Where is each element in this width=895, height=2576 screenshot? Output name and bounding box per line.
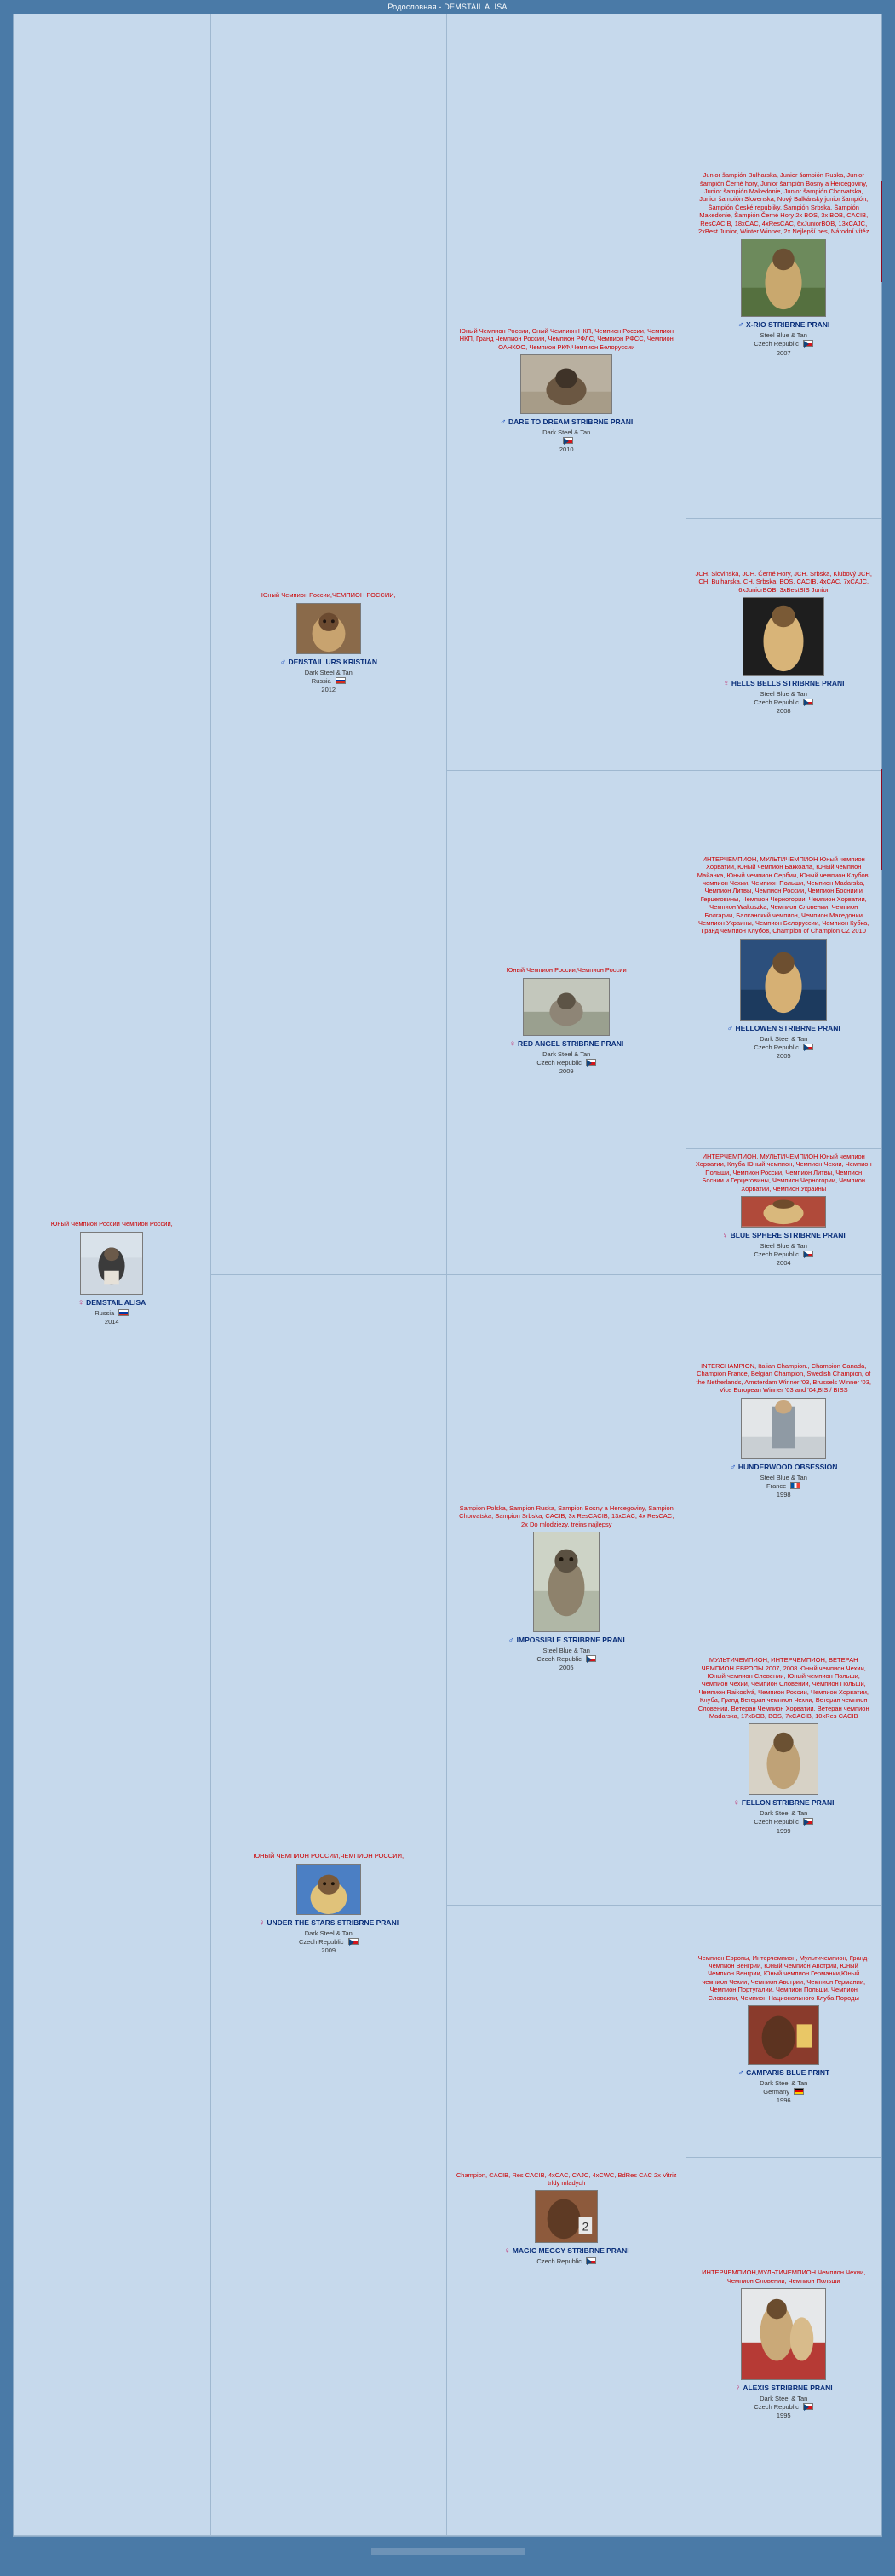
- dog-name[interactable]: [77, 1298, 146, 1308]
- dog-card-g6[interactable]: [686, 1590, 881, 1906]
- dog-color: Dark Steel & Tan: [542, 1049, 591, 1058]
- dog-color: Dark Steel & Tan: [760, 2079, 808, 2087]
- dog-name[interactable]: [727, 1024, 840, 1034]
- dog-photo-image: [534, 1532, 599, 1631]
- dog-country: Russia: [311, 676, 331, 685]
- bottom-strip-inner: [371, 2548, 525, 2555]
- dog-titles: Юный Чемпион России,Юный Чемпион НКП, Чемпион России, Чемпион НКП, Гранд Чемпион России, Чемпион РФЛС, Чемпион РФСС, Чемпион ОАНКОО, Чемпион РКФ,Чемпион Белоруссии: [459, 326, 674, 351]
- dog-year: 1998: [776, 1490, 791, 1498]
- dog-photo[interactable]: [741, 239, 826, 317]
- male-symbol-icon: ♂: [737, 2067, 744, 2078]
- dog-name-text: MAGIC MEGGY STRIBRNE PRANI: [512, 2246, 629, 2256]
- dog-year: 1995: [776, 2412, 791, 2420]
- dog-country: France: [766, 1481, 787, 1490]
- dog-color: Dark Steel & Tan: [760, 1034, 808, 1043]
- dog-photo[interactable]: [296, 603, 361, 654]
- dog-card-dam-dam[interactable]: [447, 1906, 686, 2536]
- female-symbol-icon: ♀: [509, 1038, 516, 1049]
- dog-name-text: IMPOSSIBLE STRIBRNE PRANI: [516, 1635, 625, 1644]
- dog-name-text: DEMSTAIL ALISA: [86, 1297, 146, 1307]
- dog-photo-image: [749, 1724, 818, 1794]
- dog-year: 2004: [776, 1258, 791, 1267]
- dog-year: 1999: [776, 1826, 791, 1835]
- dog-card-sire[interactable]: [211, 14, 447, 1275]
- dog-country: Czech Republic: [298, 1937, 344, 1946]
- dog-color: Dark Steel & Tan: [760, 1809, 808, 1818]
- flag-cz-icon: [348, 1938, 359, 1945]
- dog-country: Czech Republic: [536, 2257, 582, 2266]
- dog-card-g1[interactable]: [686, 14, 881, 519]
- dog-titles: Champion, CACIB, Res CACIB, 4xCAC, CAJC, 4xCWC, BdRes CAC 2x Vitriz trldy mladych: [456, 2171, 677, 2187]
- dog-photo-image: [521, 355, 611, 413]
- flag-cz-icon: [803, 1044, 813, 1050]
- dog-name-text: HELLS BELLS STRIBRNE PRANI: [731, 678, 845, 687]
- female-symbol-icon: ♀: [721, 1230, 729, 1240]
- dog-card-g7[interactable]: [686, 1906, 881, 2158]
- dog-country: Czech Republic: [754, 1250, 799, 1258]
- dog-meta: [305, 669, 353, 694]
- dog-meta: [754, 331, 813, 357]
- dog-titles: INTERCHAMPION, Italian Champion., Champion Canada, Champion France, Belgian Champion, Swedish Champion, of the Netherlands, Amsterdam Winner '03, Brussels Winner '03, Vice European Winner '03 and '04,BIS / BISS: [696, 1362, 871, 1394]
- male-symbol-icon: ♂: [737, 320, 744, 331]
- dog-titles: JCH. Slovinska, JCH. Černé Hory, JCH. Srbska, Klubový JCH, CH. Bulharska, CH. Srbska, BOS, CACIB, 4xCAC, 7xCAJC, 6xJuniorBOB, 3xBestBIS Junior: [695, 569, 872, 594]
- dog-card-dam[interactable]: [211, 1275, 447, 2536]
- pedigree-grid: [14, 14, 881, 2536]
- flag-cz-icon: [586, 2257, 596, 2264]
- dog-titles: Юный Чемпион России,Чемпион России: [506, 966, 627, 975]
- footer-spacer: [0, 2537, 895, 2545]
- dog-photo[interactable]: [296, 1864, 361, 1915]
- dog-titles: Junior šampión Bulharska, Junior šampión Ruska, Junior šampión Černé hory, Junior šampión Bosny a Hercegoviny, Junior šampión Makedonie, Junior šampión Chorvatska, Junior šampión Slovenska, Nový Balkánsky junior šampión, Šampión České republiky, Šampión Srbska, Šampión Makedonie, Šampión Černé Hory 2x BOS, 3x BOB, CACIB, ResCACIB, 18xCAC, 4xResCAC, 6xJuniorBOB, 13xCAJC, 2xBest Junior, Winter Winner, 2x Nejlepší pes, Národní vítěz: [697, 171, 869, 235]
- dog-photo-image: [742, 239, 825, 316]
- dog-meta: [754, 1809, 813, 1835]
- dog-photo-image: [297, 604, 360, 653]
- dog-meta: [754, 2395, 813, 2420]
- dog-name-text: FELLON STRIBRNE PRANI: [741, 1798, 835, 1808]
- dog-meta: [536, 1050, 596, 1076]
- dog-photo[interactable]: [740, 939, 827, 1021]
- dog-name-text: DARE TO DREAM STRIBRNE PRANI: [508, 417, 634, 426]
- flag-cz-icon: [803, 2403, 813, 2410]
- dog-country: Czech Republic: [754, 2403, 799, 2412]
- dog-card-g4[interactable]: [686, 1149, 881, 1275]
- female-symbol-icon: ♀: [77, 1297, 84, 1308]
- dog-year: 2010: [559, 446, 574, 454]
- flag-de-icon: [794, 2088, 804, 2095]
- dog-meta: [754, 690, 813, 716]
- dog-card-g5[interactable]: [686, 1275, 881, 1590]
- dog-year: 2014: [104, 1317, 119, 1325]
- dog-card-sire-sire[interactable]: [447, 14, 686, 771]
- female-symbol-icon: ♀: [722, 678, 730, 688]
- dog-photo[interactable]: [523, 978, 610, 1036]
- pedigree-column-parents: [211, 14, 447, 2536]
- dog-name[interactable]: [730, 1463, 837, 1473]
- dog-titles: ИНТЕРЧЕМПИОН, МУЛЬТИЧЕМПИОН Юный чемпион Хорватии, Юный чемпион Баккоала, Юный чемпион Майанка, Юный чемпион Сербии, Юный чемпион Клубов, чемпион Чехии, Чемпион Польши, Чемпион Madarska, Чемпион Литвы, Чемпион России, Чемпион Боснии и Герцеговины, Чемпион Черногории, Чемпион Хорватии, Чемпион Wakuszka, Чемпион Словении, Чемпион Болгарии, Балканский чемпион, Чемпион Македонии Чемпион Украины, Чемпион Белоруссии, Чемпион Кубка, Гранд чемпион Клубов, Champion of Champion CZ 2010: [697, 854, 870, 935]
- dog-year: 2005: [559, 1664, 574, 1672]
- dog-country: Germany: [763, 2088, 790, 2096]
- dog-meta: [760, 1474, 807, 1499]
- dog-country: Russia: [95, 1308, 115, 1317]
- dog-photo[interactable]: [741, 1398, 826, 1459]
- dog-photo[interactable]: [533, 1532, 600, 1632]
- dog-name-text: UNDER THE STARS STRIBRNE PRANI: [267, 1918, 399, 1927]
- flag-cz-icon: [803, 1251, 813, 1257]
- dog-color: Dark Steel & Tan: [542, 428, 591, 436]
- dog-name[interactable]: [735, 2383, 833, 2394]
- female-symbol-icon: ♀: [734, 2383, 742, 2394]
- dog-photo-image: [742, 1197, 825, 1227]
- dog-name[interactable]: [280, 658, 377, 668]
- dog-name-text: HUNDERWOOD OBSESSION: [737, 1462, 838, 1471]
- dog-photo[interactable]: [743, 597, 824, 676]
- dog-name[interactable]: [500, 417, 633, 428]
- dog-name[interactable]: [737, 2068, 829, 2079]
- dog-meta: [299, 1929, 359, 1955]
- dog-meta: [536, 1647, 596, 1672]
- dog-color: Steel Blue & Tan: [760, 1473, 807, 1481]
- pedigree-column-grandparents: [447, 14, 686, 2536]
- dog-titles: МУЛЬТИЧЕМПИОН, ИНТЕРЧЕМПИОН, ВЕТЕРАН ЧЕМПИОН ЕВРОПЫ 2007, 2008 Юный чемпион Чехии, Юный чемпион Словении, Юный чемпион Польши, Чемпион Чехии, Чемпион Словении, Чемпион Польши, Чемпион Raikoslvá, Чемпион России, Чемпион Хорватии, Клуба, Гранд Ветеран чемпион Чехии, Ветеран чемпион Словении, Ветеран Чемпион Хорватии, Ветеран чемпион Madarska, 17xBOB, BOS, 7xCACIB, 10xRes CACIB: [697, 1656, 869, 1720]
- dog-photo-image: [743, 598, 823, 675]
- dog-photo[interactable]: [748, 2005, 819, 2065]
- dog-name-text: RED ANGEL STRIBRNE PRANI: [518, 1038, 624, 1048]
- dog-titles: ИНТЕРЧЕМПИОН, МУЛЬТИЧЕМПИОН Юный чемпион Хорватии, Клубa Юный чемпион, Чемпион Чехии, Чемпион Польши, Чемпион России, Чемпион Литвы, Чемпион Боснии и Герцеговины, Чемпион Черногории, Чемпион Хорватии, Чемпион Украины: [695, 1153, 872, 1193]
- dog-photo[interactable]: [80, 1232, 143, 1295]
- dog-name-text: ALEXIS STRIBRNE PRANI: [743, 2383, 833, 2393]
- dog-name[interactable]: [508, 1636, 625, 1646]
- dog-year: 2005: [776, 1051, 791, 1060]
- male-symbol-icon: ♂: [508, 1635, 515, 1645]
- dog-titles: ИНТЕРЧЕМПИОН,МУЛЬТИЧЕМПИОН Чемпион Чехии, Чемпион Словении, Чемпион Польши: [702, 2268, 866, 2285]
- dog-photo[interactable]: [535, 2190, 598, 2243]
- female-symbol-icon: ♀: [732, 1798, 740, 1808]
- dog-meta: [95, 1309, 129, 1326]
- dog-name-text: BLUE SPHERE STRIBRNE PRANI: [730, 1230, 846, 1239]
- dog-photo[interactable]: [741, 1196, 826, 1228]
- pedigree-column-subject: [14, 14, 211, 2536]
- dog-photo-image: [742, 1399, 825, 1458]
- dog-photo-image: [741, 940, 826, 1020]
- dog-titles: Чемпион Европы, Интерчемпион, Мультичемпион, Гранд-чемпион Венгрии, Юный Чемпион Австрии, Юный Чемпион Венгрии, Юный чемпион Германии,Юный чемпион Чехии, Чемпион Австрии, Чемпион Германии, Чемпион Португалии, Чемпион Польши, Чемпион Словакии, Чемпион Национального Клуба Породы: [697, 1953, 869, 2002]
- dog-color: Steel Blue & Tan: [542, 1646, 590, 1654]
- dog-card-g2[interactable]: [686, 519, 881, 771]
- dog-name-text: X-RIO STRIBRNE PRANI: [746, 320, 830, 330]
- dog-color: Steel Blue & Tan: [760, 331, 807, 340]
- flag-cz-icon: [586, 1655, 596, 1662]
- dog-country: Czech Republic: [754, 699, 799, 706]
- dog-country: Czech Republic: [536, 1058, 582, 1067]
- flag-cz-icon: [803, 340, 813, 347]
- flag-fr-icon: [790, 1482, 800, 1489]
- dog-name-text: HELLOWEN STRIBRNE PRANI: [735, 1023, 840, 1032]
- flag-cz-icon: [803, 699, 813, 705]
- dog-color: Steel Blue & Tan: [760, 689, 807, 698]
- flag-cz-icon: [586, 1059, 596, 1066]
- flag-ru-icon: [336, 677, 346, 684]
- dog-photo-image: [81, 1233, 142, 1294]
- dog-year: 1996: [776, 2096, 791, 2105]
- dog-country: Czech Republic: [754, 1818, 799, 1826]
- pedigree-sheet: [13, 14, 882, 2537]
- dog-name[interactable]: [258, 1918, 399, 1929]
- dog-year: 2008: [776, 707, 791, 716]
- dog-photo-image: [749, 2006, 818, 2064]
- male-symbol-icon: ♂: [500, 417, 507, 427]
- dog-photo[interactable]: [749, 1723, 818, 1795]
- dog-photo-image: [297, 1865, 360, 1914]
- dog-name[interactable]: [723, 679, 845, 689]
- dog-country: Czech Republic: [754, 1043, 799, 1051]
- dog-name[interactable]: [509, 1039, 623, 1049]
- dog-name[interactable]: [504, 2246, 629, 2257]
- svg-text:2: 2: [582, 2220, 589, 2234]
- dog-year: 2009: [321, 1946, 336, 1954]
- dog-color: Steel Blue & Tan: [760, 1241, 807, 1250]
- dog-titles: Юный Чемпион России Чемпион России,: [50, 1220, 173, 1228]
- dog-meta: [754, 1035, 813, 1061]
- flag-ru-icon: [118, 1309, 129, 1316]
- dog-card-dam-sire[interactable]: [447, 1275, 686, 1906]
- dog-titles: ЮНЫЙ ЧЕМПИОН РОССИИ,ЧЕМПИОН РОССИИ,: [253, 1852, 404, 1860]
- flag-cz-icon: [803, 1818, 813, 1825]
- dog-card-g8[interactable]: [686, 2158, 881, 2536]
- male-symbol-icon: ♂: [730, 1462, 737, 1472]
- dog-color: Dark Steel & Tan: [304, 668, 353, 676]
- bottom-strip: [0, 2545, 895, 2557]
- male-symbol-icon: ♂: [279, 657, 287, 667]
- flag-cz-icon: [563, 437, 573, 444]
- dog-meta: [542, 428, 590, 454]
- dog-meta: [536, 2257, 596, 2266]
- dog-photo-image: [536, 2191, 597, 2242]
- window-title: Родословная - DEMSTAIL ALISA: [0, 0, 895, 14]
- dog-meta: [754, 1242, 813, 1268]
- female-symbol-icon: ♀: [258, 1918, 265, 1928]
- dog-year: 2012: [321, 685, 336, 693]
- dog-photo[interactable]: [741, 2288, 826, 2380]
- dog-card-subject[interactable]: [14, 14, 211, 2536]
- dog-name[interactable]: [733, 1798, 835, 1808]
- dog-name-text: DENSTAIL URS KRISTIAN: [288, 657, 377, 666]
- dog-photo-image: [742, 2289, 825, 2379]
- dog-meta: [760, 2079, 807, 2105]
- dog-photo[interactable]: [520, 354, 612, 414]
- dog-name[interactable]: [737, 320, 829, 331]
- dog-color: Dark Steel & Tan: [760, 2395, 808, 2403]
- pedigree-column-great-grandparents: [686, 14, 881, 2536]
- dog-name-text: CAMPARIS BLUE PRINT: [746, 2067, 830, 2077]
- dog-color: Dark Steel & Tan: [304, 1929, 353, 1937]
- dog-titles: Юный Чемпион России,ЧЕМПИОН РОССИИ,: [261, 591, 396, 600]
- female-symbol-icon: ♀: [503, 2246, 511, 2257]
- dog-year: 2009: [559, 1067, 574, 1075]
- dog-name[interactable]: [722, 1231, 846, 1241]
- dog-photo-image: [524, 979, 609, 1035]
- male-symbol-icon: ♂: [726, 1023, 734, 1033]
- dog-year: 2007: [776, 348, 791, 357]
- dog-titles: Sampion Polska, Sampion Ruska, Sampion Bosny a Hercegoviny, Sampion Chorvatska, Sampion Srbska, CACIB, 3x ResCACIB, 13xCAC, 4x ResCAC, 2x Do mlodziezy, treins najlepsy: [459, 1504, 674, 1528]
- dog-card-sire-dam[interactable]: [447, 771, 686, 1275]
- dog-country: Czech Republic: [536, 1655, 582, 1663]
- dog-country: Czech Republic: [754, 340, 799, 348]
- dog-card-g3[interactable]: [686, 771, 881, 1149]
